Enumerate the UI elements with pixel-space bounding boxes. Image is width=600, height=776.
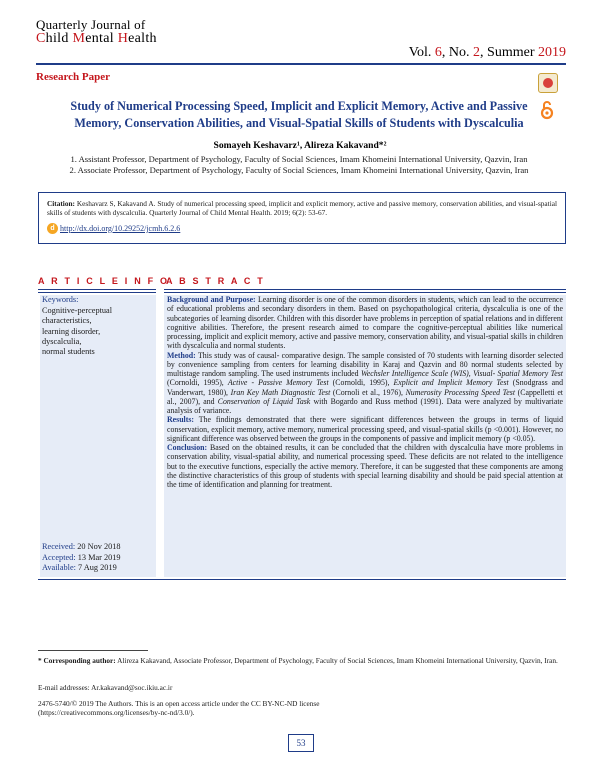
paper-type: Research Paper <box>36 71 111 83</box>
journal-name <box>36 18 157 46</box>
keyword: Cognitive-perceptual <box>42 306 113 316</box>
method-text: (Snodgrass and Vanderwart, 1980), <box>167 378 563 397</box>
accepted-label: Accepted: <box>42 552 76 562</box>
keyword: characteristics, <box>42 316 92 326</box>
season: , Summer <box>480 45 538 60</box>
background-text: Learning disorder is one of the common disorders in students, which can lead to the occurrence of educational problems and secondary disorders in them. Based on psychopathological criteria, dyscalculia is one of the subcategories of learning disorder. Children with this disorder have problems in perception of spatial relations and in different cognitive abilities. Therefore, the present research aimed to compare the cognitive-perceptual abilities like numerical processing, implicit and explicit memory, active and passive memory, conservation ability, and visual-spatial skills in children with dyscalculia and normal students. <box>167 295 563 351</box>
dates <box>40 542 121 573</box>
affiliation-1: 1. Assistant Professor, Department of Psychology, Faculty of Social Sciences, Imam Khomeini International University, Qazvin, Iran <box>70 154 528 164</box>
method-text: (Cornoli et al., 1976), <box>330 387 406 397</box>
volume-info <box>409 45 566 61</box>
license <box>38 699 566 717</box>
corr-text: Alireza Kakavand, Associate Professor, Department of Psychology, Faculty of Social Sciences, Imam Khomeini International University, Qazvin, Iran. <box>115 656 558 665</box>
method-text: , <box>468 369 474 378</box>
article-info-panel <box>40 295 156 577</box>
paper-title: Study of Numerical Processing Speed, Implicit and Explicit Memory, Active and Passive Memory, Conservation Abilities, and Visual-Spatial Skills of Students with Dyscalculia <box>70 99 528 130</box>
keywords-label: Keywords: <box>42 295 79 304</box>
received-date <box>42 542 121 552</box>
affiliations <box>30 154 568 176</box>
vol-prefix: Vol. <box>408 45 435 60</box>
received-value: 20 Nov 2018 <box>75 542 121 552</box>
method-test: Iran Key Math Diagnostic Test <box>230 387 331 397</box>
method-text: with Bogardo and Russ method (1991). Data were analyzed by multivariate analysis of variance. <box>167 396 563 415</box>
license-line: 2476-5740/© 2019 The Authors. This is an open access article under the CC BY-NC-ND license <box>38 699 320 708</box>
abstract-body <box>164 295 566 577</box>
header-rule <box>36 63 566 65</box>
method-test: Numerosity Processing Speed Test <box>405 387 516 397</box>
license-line: (https://creativecommons.org/licenses/by-nc-nd/3.0/). <box>38 708 195 718</box>
corresponding-author <box>38 656 566 665</box>
journal-line1: Quarterly Journal of <box>36 17 146 32</box>
email-address: E-mail addresses: Ar.kakavand@soc.ikiu.ac.ir <box>38 683 173 692</box>
footnote-star: * <box>38 656 42 665</box>
method-test: Explicit and Implicit Memory Test <box>393 378 509 388</box>
page-number: 53 <box>288 734 314 752</box>
citation-body: Keshavarz S, Kakavand A. Study of numerical processing speed, implicit and explicit memory, active and passive memory, conservation abilities, and visual-spatial skills of students with dyscalculia. Quarterly Journal of Child Mental Health. 2019; 6(2): 53-67. <box>47 199 557 218</box>
keyword: normal students <box>42 347 95 357</box>
abstract-heading: A B S T R A C T <box>166 276 265 286</box>
method-text: (Cornoldi, 1995), <box>328 378 394 388</box>
available-value: 7 Aug 2019 <box>75 562 117 572</box>
year: 2019 <box>538 45 566 60</box>
rule <box>38 289 156 290</box>
footnote-rule <box>38 650 148 651</box>
authors: Somayeh Keshavarz¹, Alireza Kakavand*² <box>213 140 387 151</box>
available-label: Available: <box>42 562 76 572</box>
keywords-list <box>42 306 154 357</box>
method-text: This study was of causal- comparative design. The sample consisted of 70 students with learning disorder selected by convenience sampling from centers for learning disability in Karaj and Qazvin and 80 normal students selected by multistage random sampling. The used instruments included <box>167 350 563 378</box>
journal-line2: Child Mental Health <box>36 31 157 46</box>
corr-label: Corresponding author: <box>41 656 116 665</box>
doi-icon: d <box>47 223 58 234</box>
keyword: learning disorder, <box>42 326 101 336</box>
available-date <box>42 563 121 573</box>
doi-link[interactable]: http://dx.doi.org/10.29252/jcmh.6.2.6 <box>60 223 181 233</box>
doi-row <box>47 223 557 234</box>
abstract-results <box>167 415 563 443</box>
method-test: Visual- Spatial Memory Test <box>473 369 563 378</box>
method-text: (Cornoldi, 1995), <box>167 378 228 388</box>
method-test: Conservation of Liquid Task <box>217 396 311 406</box>
rule <box>38 292 156 293</box>
rule <box>164 289 566 290</box>
rule <box>164 292 566 293</box>
affiliation-2: 2. Associate Professor, Department of Psychology, Faculty of Social Sciences, Imam Khomeini International University, Qazvin, Iran <box>69 165 529 175</box>
method-test: Wechsler Intelligence Scale (WIS) <box>360 369 469 378</box>
no-num: 2 <box>473 45 481 60</box>
crossmark-icon[interactable] <box>538 73 558 93</box>
received-label: Received: <box>42 542 76 552</box>
article-info-heading: A R T I C L E I N F O <box>38 276 170 286</box>
background-head: Background and Purpose: <box>167 295 256 304</box>
method-text: (Cappelletti et al., 2007), and <box>167 387 563 406</box>
vol-num: 6 <box>434 45 442 60</box>
accepted-date <box>42 553 121 563</box>
method-test: Active - Passive Memory Test <box>227 378 329 388</box>
citation-label: Citation: <box>47 199 75 208</box>
no-prefix: , No. <box>441 45 474 60</box>
conclusion-head: Conclusion: <box>167 443 208 452</box>
abstract-conclusion <box>167 443 563 489</box>
rule <box>38 579 566 580</box>
results-text: The findings demonstrated that there were significant differences between the groups in terms of liquid conservation, explicit memory, active memory, numerical processing speed, and visual-spatial skills (p <0.001). However, no significant difference was observed between the groups in the components of passive and implicit memory (p <0.05). <box>167 415 563 443</box>
accepted-value: 13 Mar 2019 <box>75 552 121 562</box>
results-head: Results: <box>167 415 195 425</box>
citation-box <box>38 192 566 244</box>
abstract-background <box>167 295 563 351</box>
abstract-method <box>167 351 563 416</box>
conclusion-text: Based on the obtained results, it can be concluded that the children with dyscalculia have more problems in conservation ability, visual-spatial ability, and numerical processing speed. These deficits are not related to the intelligence but to the executive functions, especially the active memory. Therefore, it can be suggested that these components are among the distinctive characteristics of this group of students with special learning disability and should be paid special attention at the time of identification and planning for treatment. <box>167 443 563 489</box>
method-head: Method: <box>167 350 196 360</box>
keyword: dyscalculia, <box>42 336 82 346</box>
citation-text <box>47 199 557 218</box>
